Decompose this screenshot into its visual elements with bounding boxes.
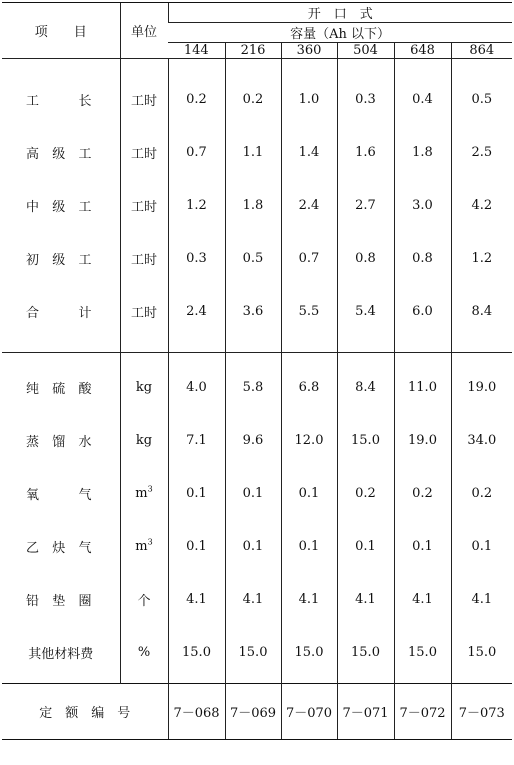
material-row — [2, 626, 512, 679]
item-name-char: 工 — [78, 200, 92, 215]
capacity-cell: 144 — [168, 43, 225, 59]
value-cell: 6.0 — [394, 285, 451, 338]
value-cell: 8.4 — [337, 361, 394, 414]
value-cell: 0.8 — [394, 232, 451, 285]
item-name — [2, 179, 120, 232]
item-name-char: 酸 — [78, 382, 92, 397]
item-name-char: 其他材料费 — [28, 647, 94, 662]
item-name-char: 氧 — [26, 488, 40, 503]
capacity-cell: 216 — [225, 43, 281, 59]
value-cell: 0.3 — [168, 232, 225, 285]
item-name-char: 工 — [78, 253, 92, 268]
unit-text: 工时 — [130, 306, 157, 321]
quota-table — [2, 2, 512, 740]
labor-row — [2, 285, 512, 338]
capacity-cell: 648 — [394, 43, 451, 59]
item-name-char: 工 — [78, 147, 92, 162]
value-cell: 2.4 — [281, 179, 337, 232]
unit-cell — [120, 520, 168, 573]
unit-text: % — [137, 645, 151, 660]
value-cell: 0.4 — [394, 73, 451, 126]
value-cell: 0.1 — [394, 520, 451, 573]
value-cell: 34.0 — [451, 414, 512, 467]
value-cell: 4.0 — [168, 361, 225, 414]
item-name-char: 铅 — [26, 594, 40, 609]
value-cell: 0.1 — [337, 520, 394, 573]
material-row — [2, 361, 512, 414]
item-name-char: 硫 — [52, 382, 66, 397]
item-name — [2, 73, 120, 126]
value-cell: 0.1 — [281, 520, 337, 573]
value-cell: 2.5 — [451, 126, 512, 179]
capacity-header: 容量（Ah 以下） — [168, 23, 512, 43]
value-cell: 19.0 — [451, 361, 512, 414]
labor-row — [2, 73, 512, 126]
quota-code: 7－068 — [168, 684, 225, 740]
item-name — [2, 573, 120, 626]
value-cell: 0.2 — [394, 467, 451, 520]
value-cell: 4.1 — [337, 573, 394, 626]
unit-cell — [120, 573, 168, 626]
unit-cell — [120, 126, 168, 179]
value-cell: 1.1 — [225, 126, 281, 179]
material-spacer — [2, 353, 512, 362]
value-cell: 2.4 — [168, 285, 225, 338]
value-cell: 0.2 — [168, 73, 225, 126]
value-cell: 1.4 — [281, 126, 337, 179]
item-name-char: 气 — [78, 488, 92, 503]
value-cell: 0.2 — [225, 73, 281, 126]
material-row — [2, 520, 512, 573]
quota-code: 7－071 — [337, 684, 394, 740]
value-cell: 0.1 — [168, 467, 225, 520]
item-name — [2, 232, 120, 285]
value-cell: 15.0 — [168, 626, 225, 679]
unit-text: m — [135, 486, 148, 501]
item-name — [2, 285, 120, 338]
value-cell: 0.1 — [225, 520, 281, 573]
footer-row — [2, 684, 512, 740]
value-cell: 15.0 — [394, 626, 451, 679]
item-name — [2, 414, 120, 467]
value-cell: 15.0 — [225, 626, 281, 679]
value-cell: 0.5 — [225, 232, 281, 285]
capacity-cell: 864 — [451, 43, 512, 59]
labor-row — [2, 232, 512, 285]
material-row — [2, 573, 512, 626]
unit-text: 工时 — [130, 253, 157, 268]
item-name-char: 乙 — [26, 541, 40, 556]
capacity-cell: 504 — [337, 43, 394, 59]
value-cell: 0.3 — [337, 73, 394, 126]
value-cell: 4.1 — [168, 573, 225, 626]
value-cell: 3.0 — [394, 179, 451, 232]
value-cell: 1.8 — [394, 126, 451, 179]
value-cell: 0.1 — [281, 467, 337, 520]
value-cell: 8.4 — [451, 285, 512, 338]
footer-label: 定 额 编 号 — [2, 684, 168, 740]
value-cell: 1.2 — [168, 179, 225, 232]
item-name-char: 级 — [52, 200, 66, 215]
unit-text: 个 — [137, 594, 151, 609]
quota-code: 7－070 — [281, 684, 337, 740]
value-cell: 9.6 — [225, 414, 281, 467]
labor-row — [2, 126, 512, 179]
labor-row — [2, 179, 512, 232]
value-cell: 15.0 — [337, 414, 394, 467]
value-cell: 12.0 — [281, 414, 337, 467]
value-cell: 15.0 — [281, 626, 337, 679]
value-cell: 0.2 — [451, 467, 512, 520]
value-cell: 5.5 — [281, 285, 337, 338]
labor-section — [2, 59, 512, 353]
item-name-char: 垫 — [52, 594, 66, 609]
item-name-char: 级 — [52, 253, 66, 268]
labor-spacer — [2, 59, 512, 74]
unit-header: 单位 — [120, 3, 168, 59]
value-cell: 0.8 — [337, 232, 394, 285]
item-name — [2, 126, 120, 179]
unit-superscript: 3 — [147, 484, 153, 494]
unit-cell — [120, 232, 168, 285]
unit-cell — [120, 179, 168, 232]
value-cell: 11.0 — [394, 361, 451, 414]
item-name-char: 初 — [26, 253, 40, 268]
value-cell: 15.0 — [337, 626, 394, 679]
material-row — [2, 414, 512, 467]
value-cell: 4.1 — [451, 573, 512, 626]
value-cell: 0.1 — [451, 520, 512, 573]
value-cell: 0.2 — [337, 467, 394, 520]
material-section — [2, 353, 512, 684]
unit-cell — [120, 285, 168, 338]
item-name — [2, 467, 120, 520]
value-cell: 3.6 — [225, 285, 281, 338]
unit-cell — [120, 73, 168, 126]
item-name-char: 馏 — [52, 435, 66, 450]
item-name-char: 合 — [26, 306, 40, 321]
item-name-char: 蒸 — [26, 435, 40, 450]
unit-text: 工时 — [130, 94, 157, 109]
item-name-char: 圈 — [78, 594, 92, 609]
item-name-char: 中 — [26, 200, 40, 215]
unit-cell — [120, 626, 168, 679]
item-name-char: 级 — [52, 147, 66, 162]
item-name-char: 长 — [78, 94, 92, 109]
value-cell: 15.0 — [451, 626, 512, 679]
value-cell: 6.8 — [281, 361, 337, 414]
value-cell: 0.1 — [168, 520, 225, 573]
item-name — [2, 361, 120, 414]
unit-text: m — [135, 539, 148, 554]
unit-text: 工时 — [130, 200, 157, 215]
value-cell: 0.7 — [168, 126, 225, 179]
value-cell: 5.8 — [225, 361, 281, 414]
value-cell: 4.2 — [451, 179, 512, 232]
unit-text: 工时 — [130, 147, 157, 162]
value-cell: 2.7 — [337, 179, 394, 232]
value-cell: 0.7 — [281, 232, 337, 285]
item-header: 项 目 — [2, 3, 120, 59]
quota-code: 7－069 — [225, 684, 281, 740]
item-name-char: 计 — [78, 306, 92, 321]
item-name-char: 气 — [78, 541, 92, 556]
value-cell: 1.0 — [281, 73, 337, 126]
value-cell: 4.1 — [394, 573, 451, 626]
unit-text: kg — [135, 380, 153, 395]
item-name-char: 炔 — [52, 541, 66, 556]
unit-cell — [120, 467, 168, 520]
capacity-cell: 360 — [281, 43, 337, 59]
value-cell: 19.0 — [394, 414, 451, 467]
value-cell: 1.8 — [225, 179, 281, 232]
value-cell: 4.1 — [225, 573, 281, 626]
quota-code: 7－072 — [394, 684, 451, 740]
material-row — [2, 467, 512, 520]
type-header: 开 口 式 — [168, 3, 512, 23]
item-name-char: 高 — [26, 147, 40, 162]
unit-superscript: 3 — [147, 537, 153, 547]
item-name-char: 工 — [26, 94, 40, 109]
item-name-char: 纯 — [26, 382, 40, 397]
value-cell: 1.2 — [451, 232, 512, 285]
unit-cell — [120, 414, 168, 467]
value-cell: 7.1 — [168, 414, 225, 467]
unit-cell — [120, 361, 168, 414]
value-cell: 0.1 — [225, 467, 281, 520]
item-name — [2, 626, 120, 679]
item-name-char: 水 — [78, 435, 92, 450]
labor-spacer — [2, 338, 512, 353]
value-cell: 4.1 — [281, 573, 337, 626]
item-name — [2, 520, 120, 573]
value-cell: 0.5 — [451, 73, 512, 126]
value-cell: 5.4 — [337, 285, 394, 338]
value-cell: 1.6 — [337, 126, 394, 179]
quota-code: 7－073 — [451, 684, 512, 740]
unit-text: kg — [135, 433, 153, 448]
